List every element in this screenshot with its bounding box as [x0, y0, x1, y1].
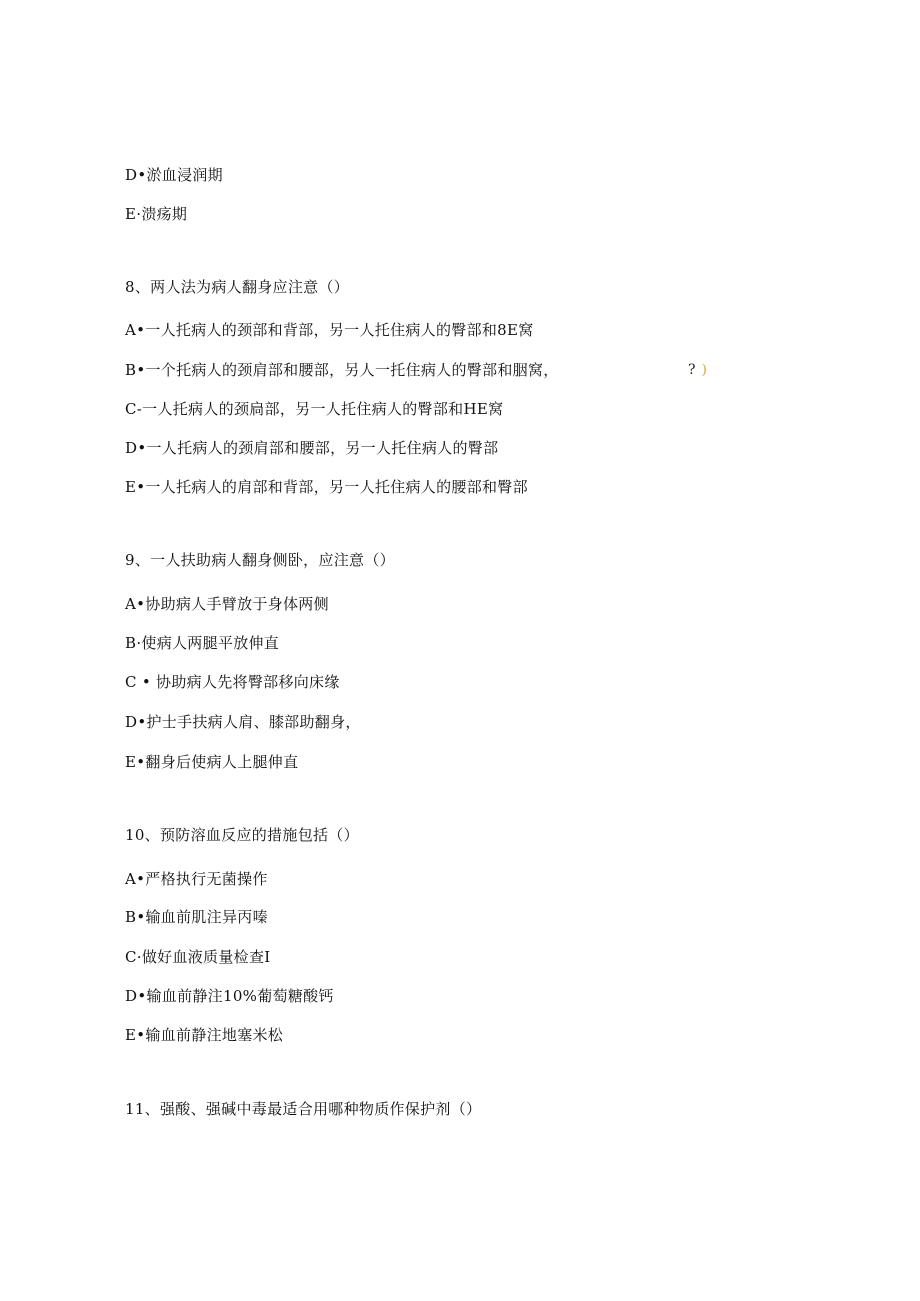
option-7e: E·溃疡期 — [125, 205, 188, 223]
question-9: 9、一人扶助病人翻身侧卧，应注意（） — [125, 551, 395, 569]
option-9e: E•翻身后使病人上腿伸直 — [125, 753, 299, 771]
question-10: 10、预防溶血反应的措施包括（） — [125, 826, 359, 844]
option-7d: D•淤血浸润期 — [125, 166, 223, 184]
margin-paren: ) — [701, 362, 707, 378]
option-10b: B•输血前肌注异丙嗪 — [125, 908, 268, 926]
question-11: 11、强酸、强碱中毒最适合用哪种物质作保护剂（） — [125, 1100, 482, 1118]
option-10d: D•输血前静注10%葡萄糖酸钙 — [125, 987, 334, 1005]
margin-mark — [688, 360, 707, 380]
option-9b: B·使病人两腿平放伸直 — [125, 634, 280, 652]
option-10a: A•严格执行无菌操作 — [125, 870, 268, 888]
option-9d: D•护士手扶病人肩、膝部助翻身， — [125, 713, 361, 731]
option-9c: C • 协助病人先将臀部移向床缘 — [125, 673, 340, 691]
question-8: 8、两人法为病人翻身应注意（） — [125, 278, 350, 296]
option-10c: C·做好血液质量检查I — [125, 948, 271, 966]
option-8c: C-一人托病人的颈扃部，另一人托住病人的臀部和HE窝 — [125, 400, 504, 418]
option-9a: A•协助病人手臂放于身体两侧 — [125, 595, 329, 613]
option-10e: E•输血前静注地塞米松 — [125, 1026, 284, 1044]
option-8a: A•一人托病人的颈部和背部，另一人托住病人的臀部和8E窝 — [125, 321, 534, 339]
option-8e: E•一人托病人的肩部和背部，另一人托住病人的腰部和臀部 — [125, 478, 528, 496]
margin-question-mark: ? — [688, 362, 696, 378]
option-8d: D•一人托病人的颈肩部和腰部，另一人托住病人的臀部 — [125, 439, 499, 457]
option-8b: B•一个托病人的颈肩部和腰部，另人一托住病人的臀部和胭窝， — [125, 361, 559, 379]
